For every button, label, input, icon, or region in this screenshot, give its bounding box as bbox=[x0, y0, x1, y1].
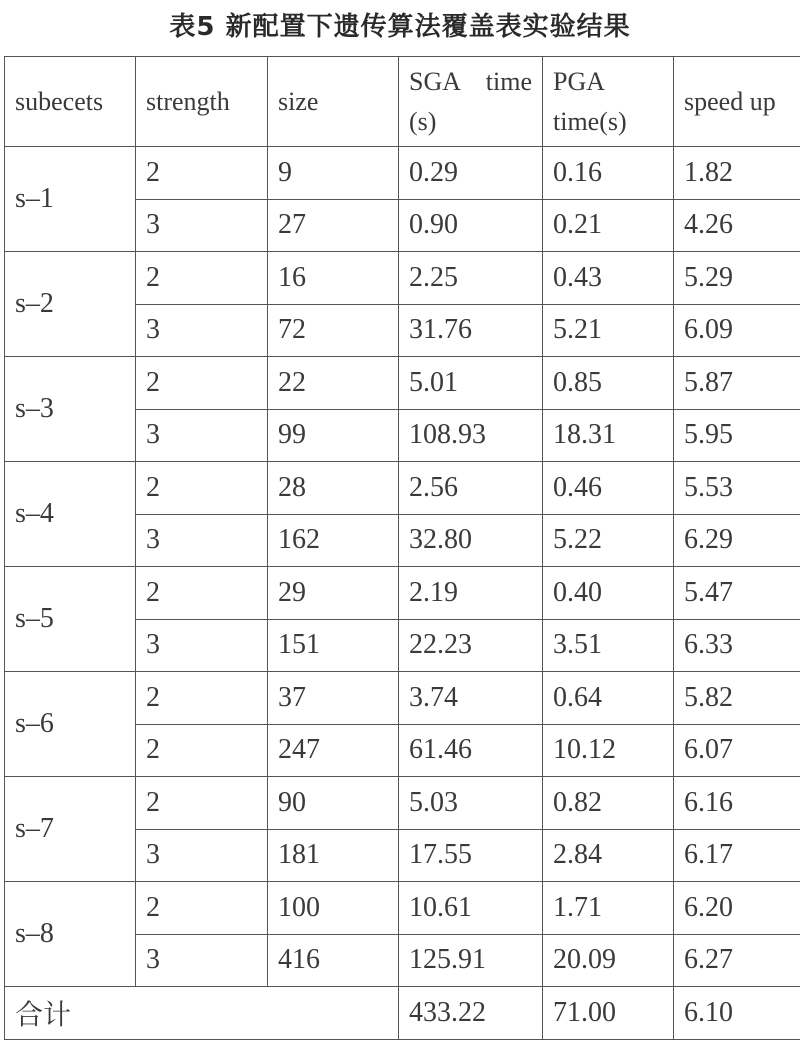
strength-cell: 3 bbox=[136, 934, 268, 987]
header-row bbox=[5, 57, 800, 147]
pga-time-cell: 0.46 bbox=[543, 462, 674, 515]
subject-cell: s–8 bbox=[5, 882, 136, 987]
strength-cell: 3 bbox=[136, 304, 268, 357]
table-row bbox=[5, 777, 800, 830]
sga-time-cell: 61.46 bbox=[399, 724, 543, 777]
speed-up-cell: 6.16 bbox=[674, 777, 800, 830]
strength-cell: 3 bbox=[136, 514, 268, 567]
sga-time-cell: 5.01 bbox=[399, 357, 543, 410]
pga-time-cell: 18.31 bbox=[543, 409, 674, 462]
header-pga-unit: time(s) bbox=[553, 106, 627, 136]
speed-up-cell: 5.82 bbox=[674, 672, 800, 725]
header-subjects: subecets bbox=[5, 57, 136, 147]
strength-cell: 2 bbox=[136, 882, 268, 935]
strength-cell: 3 bbox=[136, 619, 268, 672]
size-cell: 72 bbox=[268, 304, 399, 357]
speed-up-cell: 6.17 bbox=[674, 829, 800, 882]
subject-cell: s–2 bbox=[5, 252, 136, 357]
header-sga-unit: (s) bbox=[409, 106, 437, 136]
subject-cell: s–3 bbox=[5, 357, 136, 462]
strength-cell: 2 bbox=[136, 252, 268, 305]
header-size: size bbox=[268, 57, 399, 147]
speed-up-cell: 1.82 bbox=[674, 147, 800, 200]
header-sga-label: SGA bbox=[409, 66, 462, 96]
sga-time-cell: 108.93 bbox=[399, 409, 543, 462]
strength-cell: 2 bbox=[136, 724, 268, 777]
strength-cell: 2 bbox=[136, 462, 268, 515]
speed-up-cell: 4.26 bbox=[674, 199, 800, 252]
speed-up-cell: 5.29 bbox=[674, 252, 800, 305]
pga-time-cell: 20.09 bbox=[543, 934, 674, 987]
speed-up-cell: 5.53 bbox=[674, 462, 800, 515]
pga-time-cell: 2.84 bbox=[543, 829, 674, 882]
pga-time-cell: 0.43 bbox=[543, 252, 674, 305]
size-cell: 22 bbox=[268, 357, 399, 410]
total-pga-time: 71.00 bbox=[543, 987, 674, 1040]
sga-time-cell: 125.91 bbox=[399, 934, 543, 987]
size-cell: 27 bbox=[268, 199, 399, 252]
pga-time-cell: 1.71 bbox=[543, 882, 674, 935]
results-table bbox=[4, 56, 800, 1040]
subject-cell: s–5 bbox=[5, 567, 136, 672]
sga-time-cell: 31.76 bbox=[399, 304, 543, 357]
strength-cell: 2 bbox=[136, 672, 268, 725]
size-cell: 16 bbox=[268, 252, 399, 305]
size-cell: 37 bbox=[268, 672, 399, 725]
speed-up-cell: 6.33 bbox=[674, 619, 800, 672]
sga-time-cell: 0.90 bbox=[399, 199, 543, 252]
sga-time-cell: 2.56 bbox=[399, 462, 543, 515]
pga-time-cell: 0.82 bbox=[543, 777, 674, 830]
sga-time-cell: 2.25 bbox=[399, 252, 543, 305]
table-row bbox=[5, 357, 800, 410]
speed-up-cell: 6.09 bbox=[674, 304, 800, 357]
sga-time-cell: 22.23 bbox=[399, 619, 543, 672]
size-cell: 28 bbox=[268, 462, 399, 515]
subject-cell: s–1 bbox=[5, 147, 136, 252]
table-row bbox=[5, 672, 800, 725]
speed-up-cell: 5.87 bbox=[674, 357, 800, 410]
pga-time-cell: 0.21 bbox=[543, 199, 674, 252]
results-table-body bbox=[5, 57, 800, 1040]
size-cell: 181 bbox=[268, 829, 399, 882]
speed-up-cell: 5.47 bbox=[674, 567, 800, 620]
pga-time-cell: 5.21 bbox=[543, 304, 674, 357]
pga-time-cell: 10.12 bbox=[543, 724, 674, 777]
header-pga-time bbox=[543, 57, 674, 147]
total-sga-time: 433.22 bbox=[399, 987, 543, 1040]
header-strength: strength bbox=[136, 57, 268, 147]
strength-cell: 2 bbox=[136, 777, 268, 830]
sga-time-cell: 17.55 bbox=[399, 829, 543, 882]
subject-cell: s–4 bbox=[5, 462, 136, 567]
table-row bbox=[5, 147, 800, 200]
pga-time-cell: 0.85 bbox=[543, 357, 674, 410]
speed-up-cell: 6.20 bbox=[674, 882, 800, 935]
strength-cell: 3 bbox=[136, 199, 268, 252]
table-row bbox=[5, 252, 800, 305]
total-row bbox=[5, 987, 800, 1040]
total-label: 合计 bbox=[5, 987, 399, 1040]
sga-time-cell: 3.74 bbox=[399, 672, 543, 725]
sga-time-cell: 0.29 bbox=[399, 147, 543, 200]
size-cell: 247 bbox=[268, 724, 399, 777]
pga-time-cell: 0.16 bbox=[543, 147, 674, 200]
strength-cell: 3 bbox=[136, 409, 268, 462]
size-cell: 151 bbox=[268, 619, 399, 672]
pga-time-cell: 0.64 bbox=[543, 672, 674, 725]
speed-up-cell: 5.95 bbox=[674, 409, 800, 462]
speed-up-cell: 6.07 bbox=[674, 724, 800, 777]
strength-cell: 3 bbox=[136, 829, 268, 882]
strength-cell: 2 bbox=[136, 357, 268, 410]
table-row bbox=[5, 567, 800, 620]
table-row bbox=[5, 882, 800, 935]
header-sga-time-word: time bbox=[485, 66, 532, 96]
total-speed-up: 6.10 bbox=[674, 987, 800, 1040]
table-caption: 表5 新配置下遗传算法覆盖表实验结果 bbox=[169, 12, 631, 42]
subject-cell: s–7 bbox=[5, 777, 136, 882]
sga-time-cell: 32.80 bbox=[399, 514, 543, 567]
pga-time-cell: 5.22 bbox=[543, 514, 674, 567]
strength-cell: 2 bbox=[136, 147, 268, 200]
subject-cell: s–6 bbox=[5, 672, 136, 777]
sga-time-cell: 10.61 bbox=[399, 882, 543, 935]
header-speed-up: speed up bbox=[674, 57, 800, 147]
header-sga-time bbox=[399, 57, 543, 147]
table-row bbox=[5, 462, 800, 515]
sga-time-cell: 2.19 bbox=[399, 567, 543, 620]
size-cell: 29 bbox=[268, 567, 399, 620]
size-cell: 90 bbox=[268, 777, 399, 830]
header-pga-label: PGA bbox=[553, 66, 606, 96]
size-cell: 9 bbox=[268, 147, 399, 200]
pga-time-cell: 0.40 bbox=[543, 567, 674, 620]
pga-time-cell: 3.51 bbox=[543, 619, 674, 672]
size-cell: 162 bbox=[268, 514, 399, 567]
size-cell: 99 bbox=[268, 409, 399, 462]
speed-up-cell: 6.29 bbox=[674, 514, 800, 567]
speed-up-cell: 6.27 bbox=[674, 934, 800, 987]
size-cell: 100 bbox=[268, 882, 399, 935]
strength-cell: 2 bbox=[136, 567, 268, 620]
size-cell: 416 bbox=[268, 934, 399, 987]
sga-time-cell: 5.03 bbox=[399, 777, 543, 830]
